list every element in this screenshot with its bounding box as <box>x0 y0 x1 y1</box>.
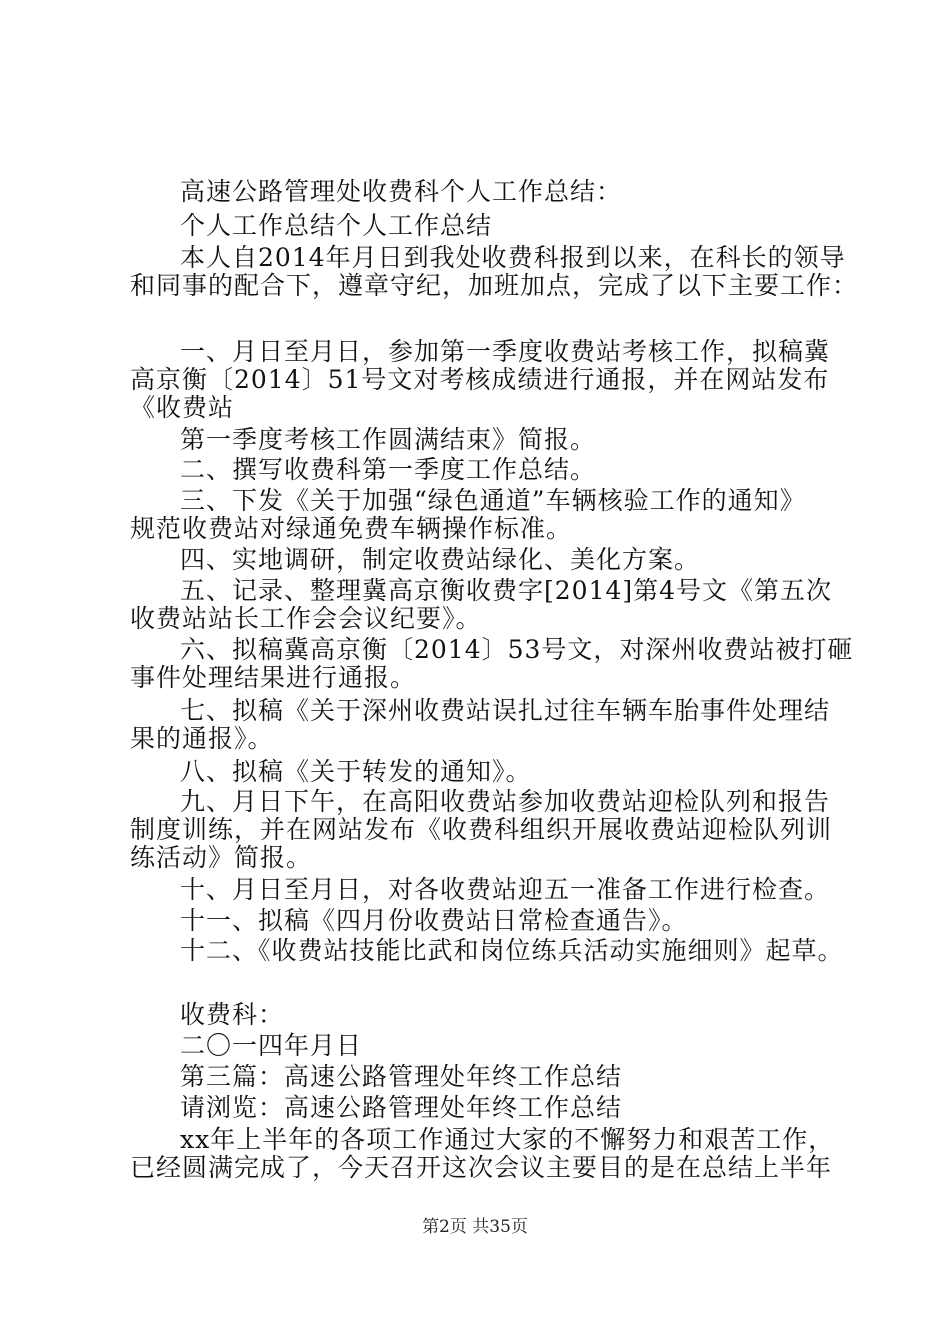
document-subtitle: 个人工作总结个人工作总结 <box>180 211 493 240</box>
page-number-footer: 第2页 共35页 <box>422 1217 528 1237</box>
list-item-line: 六、拟稿冀高京衡〔2014〕53号文，对深州收费站被打砸 <box>180 635 854 664</box>
list-item-line: 九、月日下午，在高阳收费站参加收费站迎检队列和报告 <box>180 787 831 816</box>
list-item-line: 高京衡〔2014〕51号文对考核成绩进行通报，并在网站发布 <box>130 365 830 394</box>
paragraph-line: 本人自2014年月日到我处收费科报到以来，在科长的领导 <box>180 243 846 272</box>
list-item-line: 《收费站 <box>130 393 235 422</box>
paragraph-line: 已经圆满完成了，今天召开这次会议主要目的是在总结上半年 <box>130 1153 833 1182</box>
paragraph-line: 和同事的配合下，遵章守纪，加班加点，完成了以下主要工作： <box>130 271 859 300</box>
signature-department: 收费科： <box>180 1000 285 1029</box>
list-item-line: 第一季度考核工作圆满结束》简报。 <box>180 425 597 454</box>
section-subheading: 请浏览：高速公路管理处年终工作总结 <box>180 1093 623 1122</box>
list-item-line: 规范收费站对绿通免费车辆操作标准。 <box>130 514 573 543</box>
list-item-line: 一、月日至月日，参加第一季度收费站考核工作，拟稿冀 <box>180 337 831 366</box>
list-item-line: 果的通报》。 <box>130 724 274 753</box>
list-item-line: 七、拟稿《关于深州收费站误扎过往车辆车胎事件处理结 <box>180 696 831 725</box>
list-item-line: 五、记录、整理冀高京衡收费字[2014]第4号文《第五次 <box>180 576 833 605</box>
list-item-line: 制度训练，并在网站发布《收费科组织开展收费站迎检队列训 <box>130 815 833 844</box>
document-title: 高速公路管理处收费科个人工作总结： <box>180 177 623 206</box>
list-item-line: 练活动》简报。 <box>130 843 313 872</box>
list-item-line: 四、实地调研，制定收费站绿化、美化方案。 <box>180 545 701 574</box>
section-heading: 第三篇：高速公路管理处年终工作总结 <box>180 1062 623 1091</box>
list-item-line: 收费站站长工作会会议纪要》。 <box>130 604 482 633</box>
list-item-line: 八、拟稿《关于转发的通知》。 <box>180 757 532 786</box>
list-item-line: 十、月日至月日，对各收费站迎五一准备工作进行检查。 <box>180 875 831 904</box>
list-item-line: 十一、拟稿《四月份收费站日常检查通告》。 <box>180 906 688 935</box>
list-item-line: 事件处理结果进行通报。 <box>130 663 417 692</box>
list-item-line: 二、撰写收费科第一季度工作总结。 <box>180 455 597 484</box>
paragraph-line: xx年上半年的各项工作通过大家的不懈努力和艰苦工作， <box>180 1125 835 1154</box>
list-item-line: 三、下发《关于加强“绿色通道”车辆核验工作的通知》 <box>180 486 806 515</box>
signature-date: 二〇一四年月日 <box>180 1031 363 1060</box>
list-item-line: 十二、《收费站技能比武和岗位练兵活动实施细则》起草。 <box>180 936 844 965</box>
